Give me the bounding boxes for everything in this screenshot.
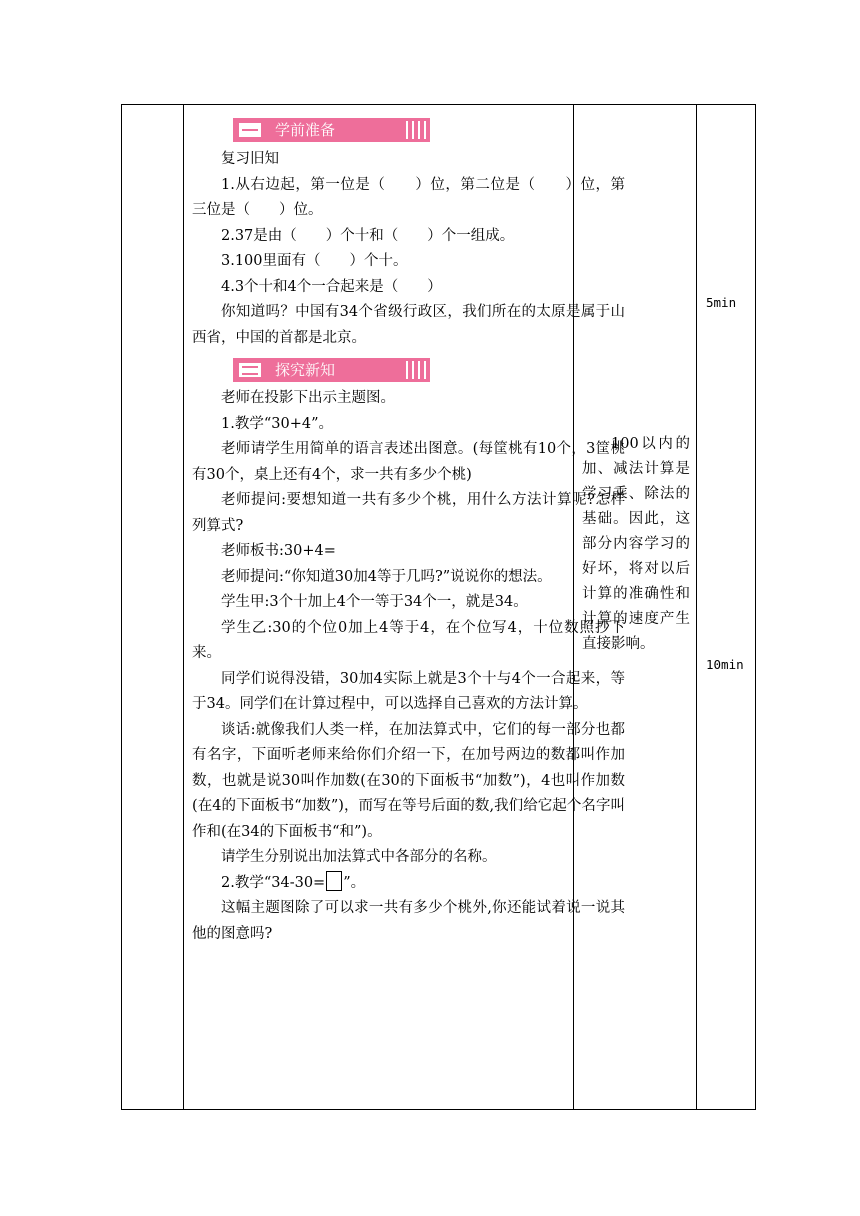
lesson-table [121,104,756,1110]
lesson-paragraph: 老师提问:“你知道30加4等于几吗?”说说你的想法。 [221,568,552,585]
number-two-icon [237,361,263,379]
lesson-paragraph: 谈话:就像我们人类一样，在加法算式中，它们的每一部分也都有名字，下面听老师来给你们介绍一下，在加号两边的数都叫作加数，也就是说30叫作加数(在30的下面板书“加数”)，4也叫作加数(在4的下面板书“加数”)，而写在等号后面的数,我们给它起个名字叫作和(在34的下面板书“和”)。 [192,721,625,840]
item2-suffix: ”。 [343,874,366,891]
question-item: 4.3个十和4个一合起来是（ ） [221,278,442,295]
banner-title: 探究新知 [275,361,336,379]
lesson-paragraph: 老师在投影下出示主题图。 [221,390,395,406]
item2-prefix: 2.教学“34-30= [221,874,326,891]
teaching-note: 100以内的加、减法计算是学习乘、除法的基础。因此，这部分内容学习的好坏，将对以后计算的准确性和计算的速度产生直接影响。 [582,436,690,652]
lesson-paragraph: 学生甲:3个十加上4个一等于34个一，就是34。 [221,594,528,610]
column-divider [696,105,697,1109]
section-banner-2 [233,358,430,382]
lesson-paragraph: 同学们说得没错，30加4实际上就是3个十与4个一合起来，等于34。同学们在计算过程中，可以选择自己喜欢的方法计算。 [192,670,625,712]
answer-box [326,871,342,891]
lesson-paragraph: 学生乙:30的个位0加上4等于4，在个位写4，十位数照抄下来。 [192,619,625,661]
time-label: 10min [706,657,744,672]
section-banner-1 [233,118,430,142]
lesson-paragraph [192,871,625,897]
section-heading: 复习旧知 [221,151,279,167]
bars-decoration-icon [406,121,426,139]
lesson-paragraph: 老师板书:30+4= [221,543,336,559]
content-column [184,105,633,947]
bars-decoration-icon [406,361,426,379]
lesson-paragraph: 这幅主题图除了可以求一共有多少个桃外,你还能试着说一说其他的图意吗? [192,900,625,942]
lesson-paragraph: 老师请学生用简单的语言表述出图意。(每筐桃有10个，3筐桃有30个，桌上还有4个，求一共有多少个桃) [192,441,625,483]
time-label: 5min [706,295,737,310]
question-item: 1.从右边起，第一位是（ ）位，第二位是（ ）位，第三位是（ ）位。 [192,176,625,218]
lesson-paragraph: 请学生分别说出加法算式中各部分的名称。 [221,849,497,865]
number-one-icon [237,121,263,139]
lesson-paragraph: 老师提问:要想知道一共有多少个桃，用什么方法计算呢?怎样列算式? [192,492,625,534]
banner-title: 学前准备 [275,121,336,139]
fact-paragraph: 你知道吗？中国有34个省级行政区，我们所在的太原是属于山西省，中国的首都是北京。 [192,304,625,346]
question-item: 2.37是由（ ）个十和（ ）个一组成。 [221,227,515,244]
question-item: 3.100里面有（ ）个十。 [221,253,408,269]
lesson-paragraph: 1.教学“30+4”。 [221,415,333,432]
